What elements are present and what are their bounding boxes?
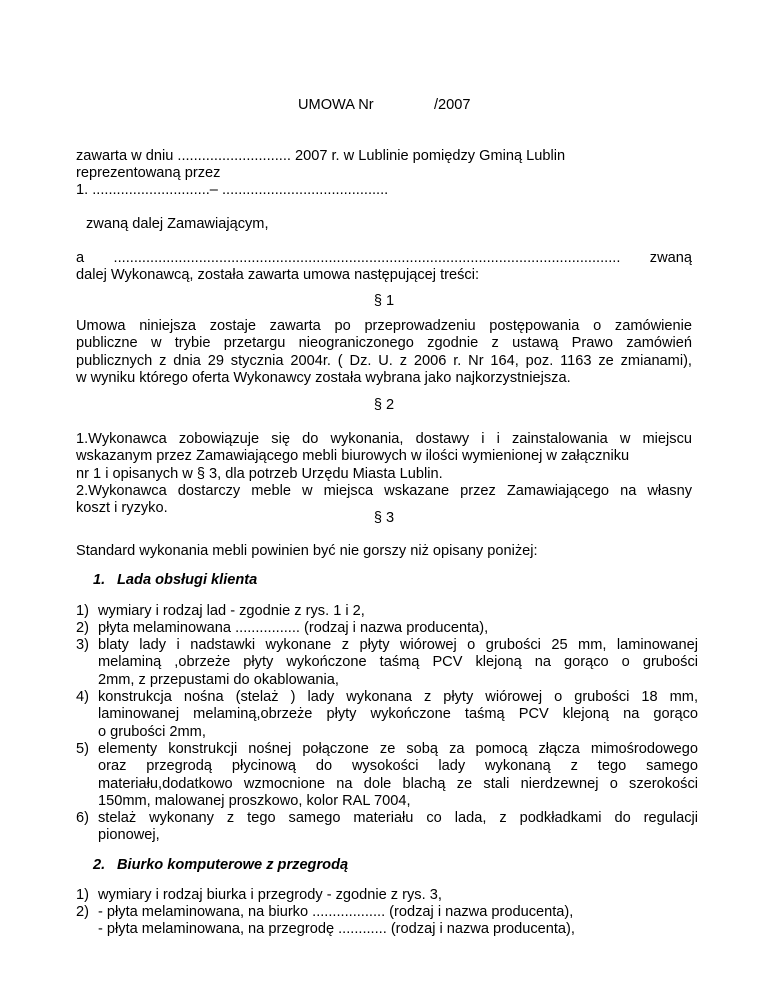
list-item-line: 2mm, z przepustami do okablowania, [98, 671, 339, 688]
list-item-text [98, 637, 698, 689]
list-item [76, 741, 698, 810]
list-item-line: melaminą ,obrzeże płyty wykończone taśmą PCV klejoną na gorąco o grubości [98, 654, 698, 671]
list-item-number: 6) [76, 810, 89, 826]
list-item-text [98, 689, 698, 741]
list-item [76, 904, 698, 939]
item-1-heading [93, 572, 257, 589]
list-item-line: elementy konstrukcji nośnej połączone ze sobą za pomocą złącza mimośrodowego [98, 741, 698, 757]
list-item-text [98, 810, 698, 845]
section-1-line: Umowa niniejsza zostaje zawarta po przeprowadzeniu postępowania o zamówienie [76, 318, 692, 334]
list-item-number: 1) [76, 603, 89, 619]
section-2-line: wskazanym przez Zamawiającego mebli biurowych w ilości wymienionej w załączniku [76, 448, 630, 465]
intro-line-2: reprezentowaną przez [76, 165, 221, 181]
section-2-line: 1.Wykonawca zobowiązuje się do wykonania, dostawy i i zainstalowania w miejscu [76, 431, 692, 447]
wykonawca-line-1: a ............................................................................................................................. zwaną [76, 250, 692, 266]
wykonawca-line-2: dalej Wykonawcą, została zawarta umowa następującej treści: [76, 267, 480, 284]
intro-line-1: zawarta w dniu ............................ 2007 r. w Lublinie pomiędzy Gminą Lublin [76, 148, 566, 164]
list-item-line: materiału,dodatkowo wzmocnione na dole blachą ze stali nierdzewnej o szerokości [98, 775, 698, 792]
section-2-line: 2.Wykonawca dostarczy meble w miejsca wskazane przez Zamawiającego na własny [76, 482, 692, 499]
list-item [76, 810, 698, 845]
section-1-paragraph [76, 318, 692, 387]
list-item-line: laminowanej melaminą,obrzeże płyty wykończone taśmą PCV klejoną na gorąco [98, 706, 698, 723]
section-2-paragraph [76, 431, 692, 517]
section-1-line: publicznych z dnia 29 stycznia 2004r. ( Dz. U. z 2006 r. Nr 164, poz. 1163 ze zmianami), [76, 352, 692, 369]
list-item-text: płyta melaminowana ................ (rodzaj i nazwa producenta), [98, 620, 489, 636]
list-item-line: - płyta melaminowana, na przegrodę ............ (rodzaj i nazwa producenta), [98, 921, 575, 938]
list-item-number: 2) [76, 904, 89, 920]
list-item [76, 887, 698, 904]
list-item-line: o grubości 2mm, [98, 723, 206, 740]
list-item-text: wymiary i rodzaj biurka i przegrody - zgodnie z rys. 3, [98, 887, 442, 903]
list-item-line: pionowej, [98, 827, 160, 844]
list-item-number: 4) [76, 689, 89, 705]
contract-title-year: /2007 [434, 97, 471, 113]
list-item [76, 689, 698, 741]
list-item-line: oraz przegrodą płycinową do wysokości lady wykonaną z tego samego [98, 758, 698, 775]
contract-title-left: UMOWA Nr [298, 97, 374, 113]
list-item-number: 3) [76, 637, 89, 653]
section-1-heading: § 1 [373, 293, 395, 309]
item-2-number: 2. [93, 857, 106, 873]
list-item-line: stelaż wykonany z tego samego materiału co lada, z podkładkami do regulacji [98, 810, 698, 826]
list-item-number: 1) [76, 887, 89, 903]
item-1-number: 1. [93, 572, 106, 588]
item-1-title: Lada obsługi klienta [117, 572, 258, 588]
wykonawca-paragraph [76, 250, 692, 285]
item-2-title: Biurko komputerowe z przegrodą [117, 857, 349, 873]
list-item-text: wymiary i rodzaj lad - zgodnie z rys. 1 i 2, [98, 603, 365, 619]
list-item [76, 603, 698, 620]
list-item-line: 150mm, malowanej proszkowo, kolor RAL 7004, [98, 792, 411, 809]
section-2-heading: § 2 [373, 397, 395, 413]
list-item-text [98, 741, 698, 810]
list-item-line: - płyta melaminowana, na biurko .................. (rodzaj i nazwa producenta), [98, 904, 574, 920]
list-item-text [98, 904, 698, 939]
list-item [76, 637, 698, 689]
list-item-number: 2) [76, 620, 89, 636]
section-2-line: nr 1 i opisanych w § 3, dla potrzeb Urzędu Miasta Lublin. [76, 465, 443, 482]
item-2-heading [93, 857, 348, 874]
section-3-heading: § 3 [373, 510, 395, 526]
list-item-line: konstrukcja nośna (stelaż ) lady wykonana z płyty wiórowej o grubości 18 mm, [98, 689, 698, 705]
list-item-line: blaty lady i nadstawki wykonane z płyty wiórowej o grubości 25 mm, laminowanej [98, 637, 698, 653]
intro-line-3: 1. .............................– ......................................... [76, 182, 389, 198]
list-item [76, 620, 698, 637]
section-1-line: w wyniku którego oferta Wykonawcy została wybrana jako najkorzystniejsza. [76, 369, 571, 386]
section-1-line: publiczne w trybie przetargu nieograniczonego zgodnie z ustawą Prawo zamówień [76, 335, 692, 352]
contract-title [298, 97, 374, 114]
section-2-line: koszt i ryzyko. [76, 500, 168, 517]
section-3-intro: Standard wykonania mebli powinien być nie gorszy niż opisany poniżej: [76, 543, 538, 559]
list-item-number: 5) [76, 741, 89, 757]
zamawiajacy-text: zwaną dalej Zamawiającym, [86, 216, 269, 232]
